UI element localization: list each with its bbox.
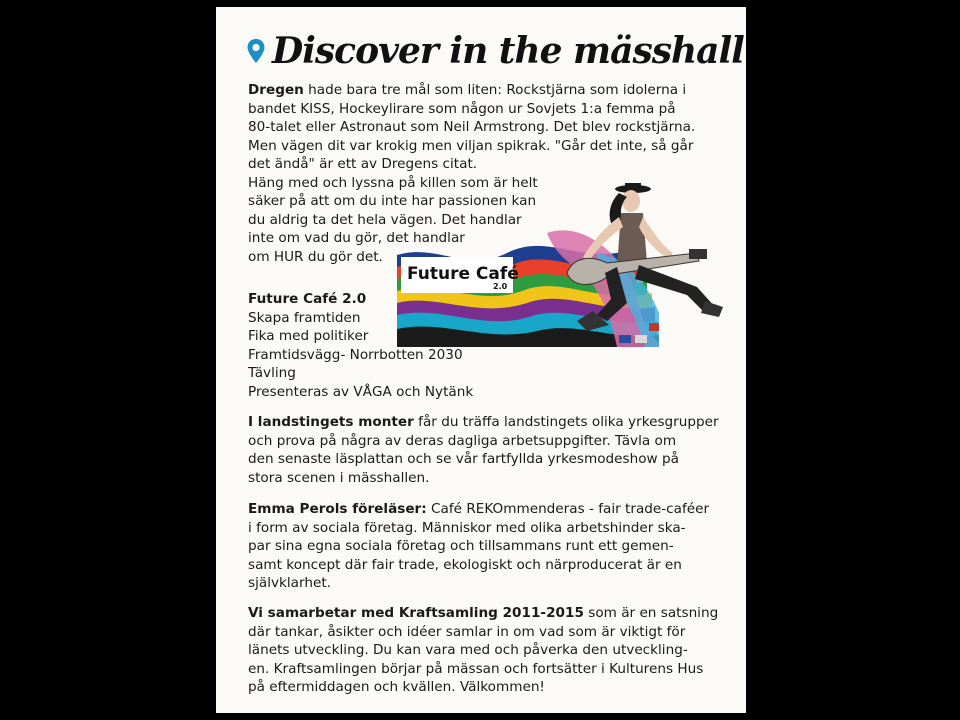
intro-line: inte om vad du gör, det handlar <box>248 230 465 246</box>
intro-line: Men vägen dit var krokig men viljan spikrak. "Går det inte, så går <box>248 137 694 154</box>
list-item: Skapa framtiden <box>248 309 361 326</box>
emma-line: samt koncept där fair trade, ekologiskt och närproducerat är en <box>248 556 682 573</box>
intro-line: Häng med och lyssna på killen som är helt <box>248 174 538 191</box>
emma-line: i form av sociala företag. Människor med olika arbetshinder ska- <box>248 519 686 536</box>
emma-section <box>248 500 709 593</box>
intro-line: bandet KISS, Hockeylirare som någon ur Sovjets 1:a femma på <box>248 100 676 117</box>
list-item: Framtidsvägg- Norrbotten 2030 <box>248 346 463 363</box>
logo-title: Future Café <box>407 264 519 284</box>
intro-line: 80-talet eller Astronaut som Neil Armstrong. Det blev rockstjärna. <box>248 119 696 135</box>
emma-line: Café REKOmmenderas - fair trade-caféer <box>426 501 710 517</box>
page-title: Discover in the mässhall <box>272 30 744 72</box>
samarbete-line: som är en satsning <box>583 605 719 621</box>
intro-line: hade bara tre mål som liten: Rockstjärna som idolerna i <box>303 82 687 98</box>
samarbete-line: länets utveckling. Du kan vara med och påverka den utveckling- <box>248 642 688 658</box>
samarbete-line: en. Kraftsamlingen börjar på mässan och fortsätter i Kulturens Hus <box>248 660 704 677</box>
landsting-line: får du träffa landstingets olika yrkesgrupper <box>413 414 719 430</box>
emma-bold: Emma Perols föreläser: <box>248 501 427 517</box>
landsting-line: stora scenen i mässhallen. <box>248 469 430 486</box>
logo-version: 2.0 <box>493 282 508 291</box>
landsting-bold: I landstingets monter <box>248 414 414 430</box>
list-item: Tävling <box>248 365 296 381</box>
samarbete-line: där tankar, åsikter och idéer samlar in om vad som är viktigt för <box>248 623 686 640</box>
samarbete-bold: Vi samarbetar med Kraftsamling 2011-2015 <box>248 605 584 621</box>
future-cafe-heading: Future Café 2.0 <box>248 291 367 307</box>
samarbete-section <box>248 604 718 697</box>
intro-line: du aldrig ta det hela vägen. Det handlar <box>248 211 522 228</box>
emma-line: par sina egna sociala företag och tillsammans runt ett gemen- <box>248 538 674 554</box>
intro-line: det ändå" är ett av Dregens citat. <box>248 156 478 172</box>
samarbete-line: på eftermiddagen och kvällen. Välkommen! <box>248 679 545 695</box>
poster-page <box>216 7 746 713</box>
title-row <box>246 27 744 75</box>
list-item: Presenteras av VÅGA och Nytänk <box>248 383 474 400</box>
landsting-line: den senaste läsplattan och se vår fartfyllda yrkesmodeshow på <box>248 451 679 467</box>
intro-line: om HUR du gör det. <box>248 248 383 265</box>
landsting-section <box>248 413 719 487</box>
location-pin-icon <box>246 38 266 64</box>
list-item: Fika med politiker <box>248 328 369 344</box>
intro-bold: Dregen <box>248 82 304 98</box>
emma-line: självklarhet. <box>248 575 331 591</box>
future-cafe-section <box>248 290 473 401</box>
landsting-line: och prova på några av deras dagliga arbetsuppgifter. Tävla om <box>248 432 677 449</box>
intro-line: säker på att om du inte har passionen kan <box>248 193 537 209</box>
